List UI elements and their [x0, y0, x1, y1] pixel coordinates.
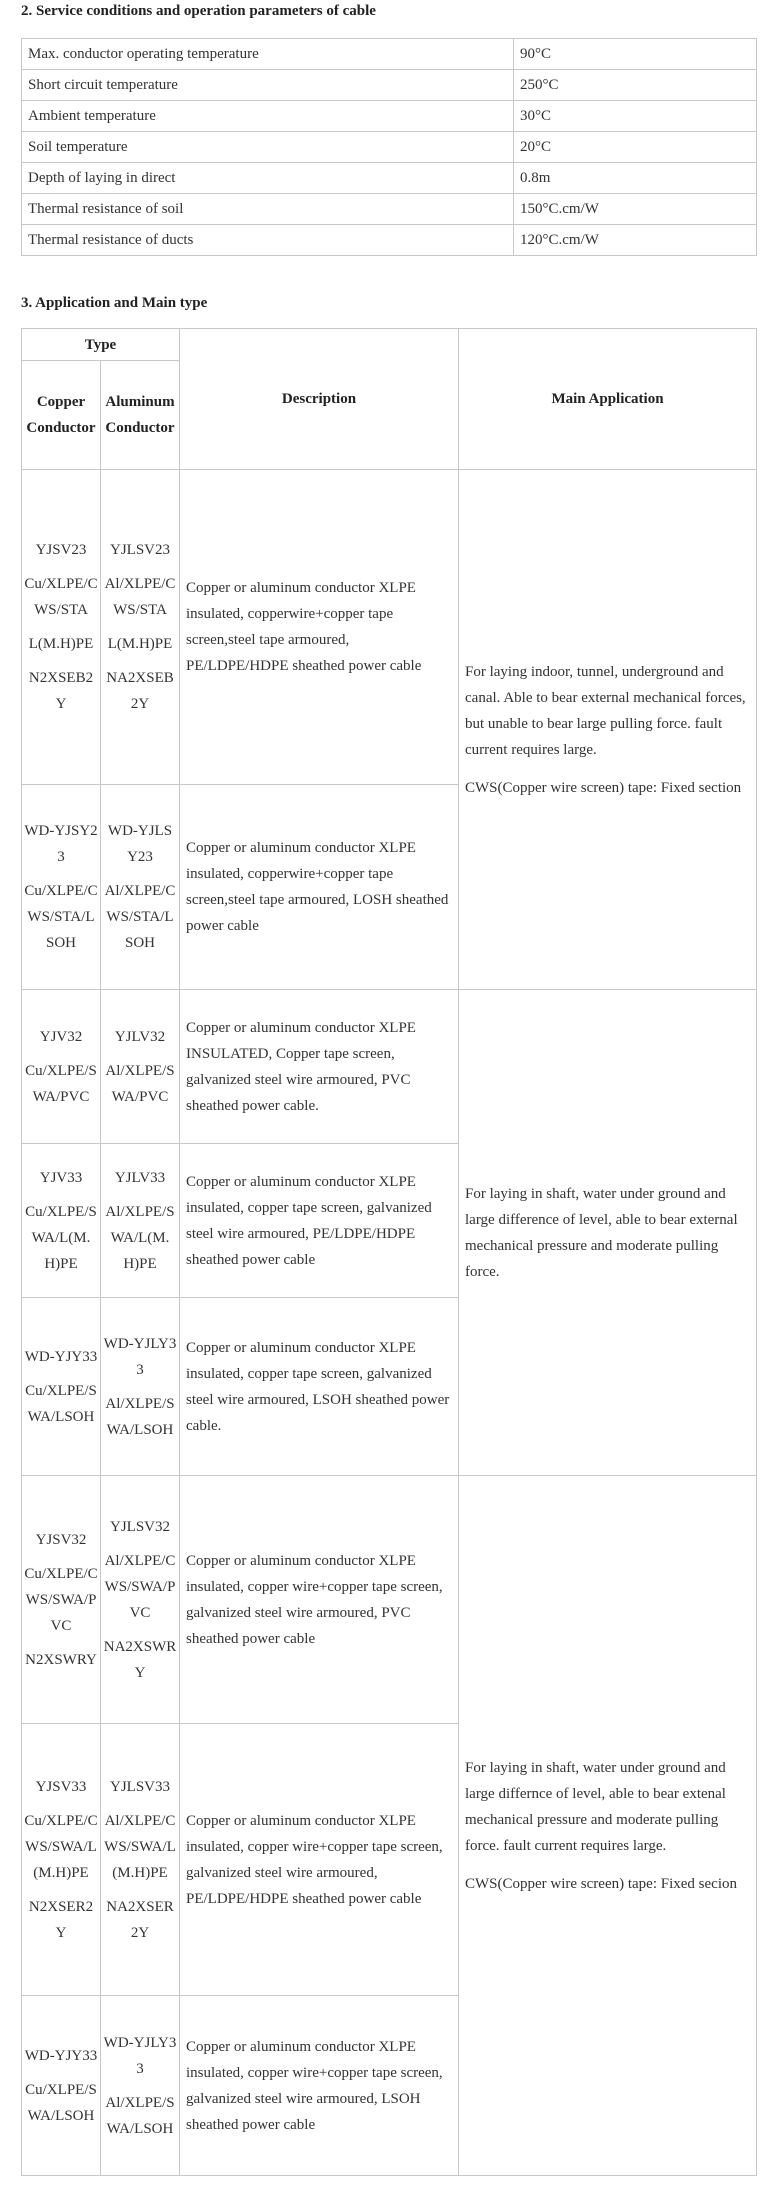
cable-type-row — [22, 470, 757, 785]
aluminum-type-code: Al/XLPE/SWA/LSOH — [105, 2094, 175, 2137]
parameter-row — [22, 70, 757, 101]
aluminum-type-code: L(M.H)PE — [107, 636, 173, 652]
aluminum-conductor-cell — [101, 990, 180, 1144]
aluminum-type-code: NA2XSER2Y — [106, 1898, 174, 1941]
header-description: Description — [180, 329, 459, 470]
aluminum-conductor-cell — [101, 1298, 180, 1476]
application-section-title: 3. Application and Main type — [21, 295, 208, 311]
header-main-application: Main Application — [459, 329, 757, 470]
header-type: Type — [22, 329, 180, 361]
parameter-value: 20°C — [514, 132, 757, 163]
main-application-cell — [459, 1476, 757, 2176]
aluminum-type-code: YJLV33 — [114, 1169, 166, 1186]
description-cell: Copper or aluminum conductor XLPE insulated, copper wire+copper tape screen, galvanized steel wire armoured, LSOH sheathed power cable — [180, 1996, 459, 2176]
copper-conductor-cell — [22, 1476, 101, 1724]
copper-type-code: Cu/XLPE/CWS/STA — [24, 576, 98, 618]
main-application-text: For laying indoor, tunnel, underground and canal. Able to bear external mechanical forces, but unable to bear large pulling force. fault current requires large. — [465, 663, 746, 758]
description-cell: Copper or aluminum conductor XLPE insulated, copper tape screen, galvanized steel wire armoured, LSOH sheathed power cable. — [180, 1298, 459, 1476]
parameter-name: Max. conductor operating temperature — [22, 39, 514, 70]
copper-type-code: L(M.H)PE — [28, 636, 94, 652]
aluminum-type-code: Al/XLPE/CWS/STA/LSOH — [104, 883, 176, 951]
copper-conductor-cell — [22, 1996, 101, 2176]
aluminum-type-code: WD-YJLY33 — [103, 2034, 177, 2077]
main-application-text: For laying in shaft, water under ground and large differnce of level, able to bear extenal mechanical pressure and moderate pulling force. fault current requires large. — [465, 1759, 726, 1854]
copper-type-code: Cu/XLPE/CWS/SWA/L(M.H)PE — [24, 1812, 98, 1881]
copper-type-code: YJV32 — [39, 1028, 83, 1045]
aluminum-type-code: YJLSV32 — [109, 1518, 170, 1535]
parameter-row — [22, 39, 757, 70]
parameter-value: 90°C — [514, 39, 757, 70]
aluminum-conductor-cell — [101, 470, 180, 785]
parameter-name: Thermal resistance of ducts — [22, 225, 514, 256]
copper-conductor-cell — [22, 785, 101, 990]
copper-type-code: YJSV32 — [35, 1531, 87, 1548]
aluminum-type-code: Al/XLPE/SWA/LSOH — [105, 1395, 175, 1438]
aluminum-type-code: YJLSV33 — [109, 1778, 170, 1795]
parameter-name: Depth of laying in direct — [22, 163, 514, 194]
copper-type-code: WD-YJY33 — [24, 2047, 98, 2064]
copper-type-code: Cu/XLPE/CWS/STA/LSOH — [24, 883, 98, 951]
parameter-value: 0.8m — [514, 163, 757, 194]
service-parameters-table — [21, 38, 757, 256]
main-application-text: CWS(Copper wire screen) tape: Fixed section — [465, 779, 742, 796]
aluminum-type-code: NA2XSEB2Y — [106, 670, 174, 712]
aluminum-type-code: YJLV32 — [114, 1028, 166, 1045]
aluminum-type-code: WD-YJLSY23 — [107, 823, 173, 865]
aluminum-conductor-cell — [101, 1476, 180, 1724]
parameter-row — [22, 225, 757, 256]
description-cell: Copper or aluminum conductor XLPE insulated, copper tape screen, galvanized steel wire armoured, PE/LDPE/HDPE sheathed power cable — [180, 1144, 459, 1298]
copper-type-code: YJSV33 — [35, 1778, 87, 1795]
application-table-body — [22, 470, 757, 2176]
parameter-row — [22, 163, 757, 194]
aluminum-type-code: Al/XLPE/CWS/SWA/L(M.H)PE — [104, 1812, 176, 1881]
copper-type-code: N2XSEB2Y — [28, 670, 94, 712]
cable-type-row — [22, 1476, 757, 1724]
copper-type-code: Cu/XLPE/SWA/L(M.H)PE — [25, 1203, 97, 1272]
copper-type-code: WD-YJSY23 — [24, 823, 98, 865]
aluminum-conductor-cell — [101, 785, 180, 990]
parameter-value: 30°C — [514, 101, 757, 132]
parameter-row — [22, 132, 757, 163]
copper-type-code: Cu/XLPE/CWS/SWA/PVC — [24, 1565, 98, 1634]
parameter-name: Thermal resistance of soil — [22, 194, 514, 225]
parameter-name: Ambient temperature — [22, 101, 514, 132]
service-section-title: 2. Service conditions and operation parameters of cable — [21, 3, 376, 19]
copper-type-code: Cu/XLPE/SWA/LSOH — [25, 1382, 97, 1425]
description-cell: Copper or aluminum conductor XLPE insulated, copperwire+copper tape screen,steel tape armoured, PE/LDPE/HDPE sheathed power cable — [180, 470, 459, 785]
parameter-value: 120°C.cm/W — [514, 225, 757, 256]
aluminum-type-code: Al/XLPE/SWA/L(M.H)PE — [105, 1203, 175, 1272]
description-cell: Copper or aluminum conductor XLPE INSULATED, Copper tape screen, galvanized steel wire armoured, PVC sheathed power cable. — [180, 990, 459, 1144]
main-application-cell — [459, 470, 757, 990]
main-application-text: For laying in shaft, water under ground and large difference of level, able to bear external mechanical pressure and moderate pulling force. — [465, 1185, 738, 1280]
copper-type-code: YJSV23 — [35, 542, 87, 558]
main-application-text: CWS(Copper wire screen) tape: Fixed secion — [465, 1875, 737, 1892]
main-application-cell — [459, 990, 757, 1476]
parameter-name: Short circuit temperature — [22, 70, 514, 101]
copper-conductor-cell — [22, 990, 101, 1144]
header-copper-conductor: Copper Conductor — [22, 361, 101, 470]
copper-conductor-cell — [22, 1298, 101, 1476]
aluminum-type-code: Al/XLPE/SWA/PVC — [105, 1062, 175, 1105]
copper-type-code: YJV33 — [39, 1169, 83, 1186]
parameter-value: 150°C.cm/W — [514, 194, 757, 225]
aluminum-conductor-cell — [101, 1724, 180, 1996]
parameter-row — [22, 194, 757, 225]
copper-type-code: N2XSWRY — [25, 1651, 97, 1668]
cable-type-row — [22, 990, 757, 1144]
aluminum-type-code: Al/XLPE/CWS/STA — [104, 576, 176, 618]
copper-conductor-cell — [22, 1724, 101, 1996]
aluminum-conductor-cell — [101, 1144, 180, 1298]
application-table — [21, 328, 757, 2176]
parameter-value: 250°C — [514, 70, 757, 101]
copper-type-code: Cu/XLPE/SWA/LSOH — [25, 2081, 97, 2124]
description-cell: Copper or aluminum conductor XLPE insulated, copper wire+copper tape screen, galvanized steel wire armoured, PVC sheathed power cable — [180, 1476, 459, 1724]
service-parameters-body — [22, 39, 757, 256]
parameter-name: Soil temperature — [22, 132, 514, 163]
aluminum-type-code: WD-YJLY33 — [103, 1335, 177, 1378]
copper-type-code: Cu/XLPE/SWA/PVC — [25, 1062, 97, 1105]
copper-type-code: N2XSER2Y — [28, 1898, 94, 1941]
aluminum-type-code: NA2XSWRY — [103, 1638, 177, 1681]
description-cell: Copper or aluminum conductor XLPE insulated, copperwire+copper tape screen,steel tape armoured, LOSH sheathed power cable — [180, 785, 459, 990]
copper-type-code: WD-YJY33 — [24, 1348, 98, 1365]
aluminum-type-code: Al/XLPE/CWS/SWA/PVC — [104, 1552, 176, 1621]
aluminum-conductor-cell — [101, 1996, 180, 2176]
copper-conductor-cell — [22, 1144, 101, 1298]
header-aluminum-conductor: Aluminum Conductor — [101, 361, 180, 470]
description-cell: Copper or aluminum conductor XLPE insulated, copper wire+copper tape screen, galvanized steel wire armoured, PE/LDPE/HDPE sheathed power cable — [180, 1724, 459, 1996]
copper-conductor-cell — [22, 470, 101, 785]
parameter-row — [22, 101, 757, 132]
aluminum-type-code: YJLSV23 — [109, 542, 170, 558]
